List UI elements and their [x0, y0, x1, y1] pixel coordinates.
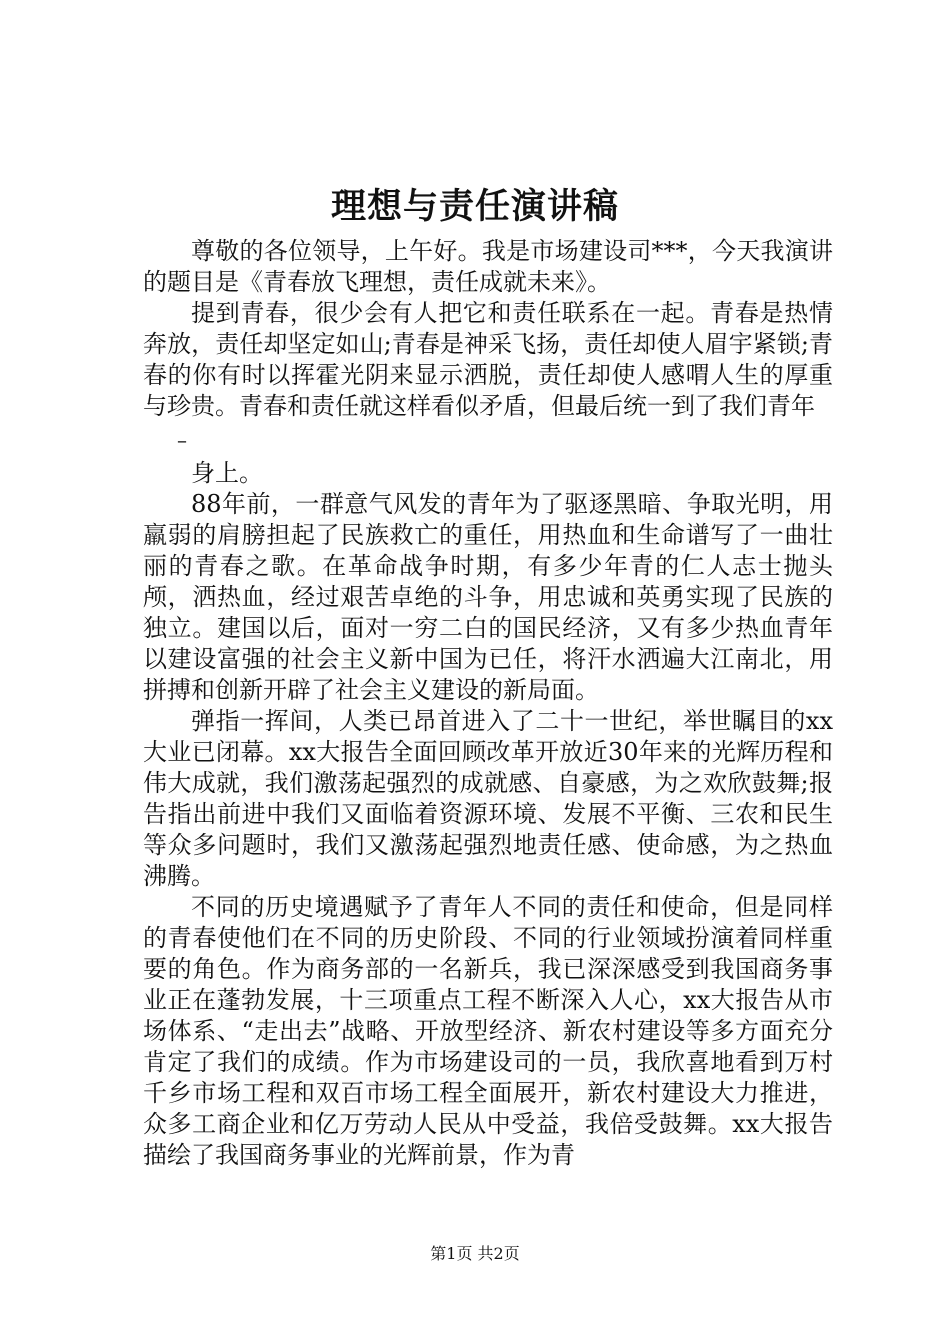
page-break-mark: –: [177, 428, 187, 452]
paragraph-greeting: 尊敬的各位领导，上午好。我是市场建设司***，今天我演讲的题目是《青春放飞理想，责任成就未来》。: [143, 237, 833, 296]
paragraph-continuation: 身上。: [191, 459, 263, 487]
document-body: [143, 236, 833, 1171]
paragraph-new-century: 弹指一挥间，人类已昂首进入了二十一世纪，举世瞩目的xx大业已闭幕。xx大报告全面回顾改革开放近30年来的光辉历程和伟大成就，我们激荡起强烈的成就感、自豪感，为之欢欣鼓舞;报告指出前进中我们又面临着资源环境、发展不平衡、三农和民生等众多问题时，我们又激荡起强烈地责任感、使命感，为之热血沸腾。: [143, 707, 833, 890]
page-number-footer: 第1页 共2页: [430, 1244, 520, 1263]
paragraph-history: 88年前，一群意气风发的青年为了驱逐黑暗、争取光明，用羸弱的肩膀担起了民族救亡的重任，用热血和生命谱写了一曲壮丽的青春之歌。在革命战争时期，有多少年青的仁人志士抛头颅，洒热血，经过艰苦卓绝的斗争，用忠诚和英勇实现了民族的独立。建国以后，面对一穷二白的国民经济，又有多少热血青年以建设富强的社会主义新中国为已任，将汗水洒遍大江南北，用拼搏和创新开辟了社会主义建设的新局面。: [143, 490, 833, 704]
paragraph-youth-and-responsibility: 提到青春，很少会有人把它和责任联系在一起。青春是热情奔放，责任却坚定如山;青春是神采飞扬，责任却使人眉宇紧锁;青春的你有时以挥霍光阴来显示洒脱，责任却使人感喟人生的厚重与珍贵。青春和责任就这样看似矛盾，但最后统一到了我们青年: [143, 299, 833, 420]
page-title: 理想与责任演讲稿: [330, 186, 619, 227]
paragraph-mission: 不同的历史境遇赋予了青年人不同的责任和使命，但是同样的青春使他们在不同的历史阶段、不同的行业领域扮演着同样重要的角色。作为商务部的一名新兵，我已深深感受到我国商务事业正在蓬勃发展，十三项重点工程不断深入人心，xx大报告从市场体系、“走出去”战略、开放型经济、新农村建设等多方面充分肯定了我们的成绩。作为市场建设司的一员，我欣喜地看到万村千乡市场工程和双百市场工程全面展开，新农村建设大力推进，众多工商企业和亿万劳动人民从中受益，我倍受鼓舞。xx大报告描绘了我国商务事业的光辉前景，作为青: [143, 893, 833, 1169]
